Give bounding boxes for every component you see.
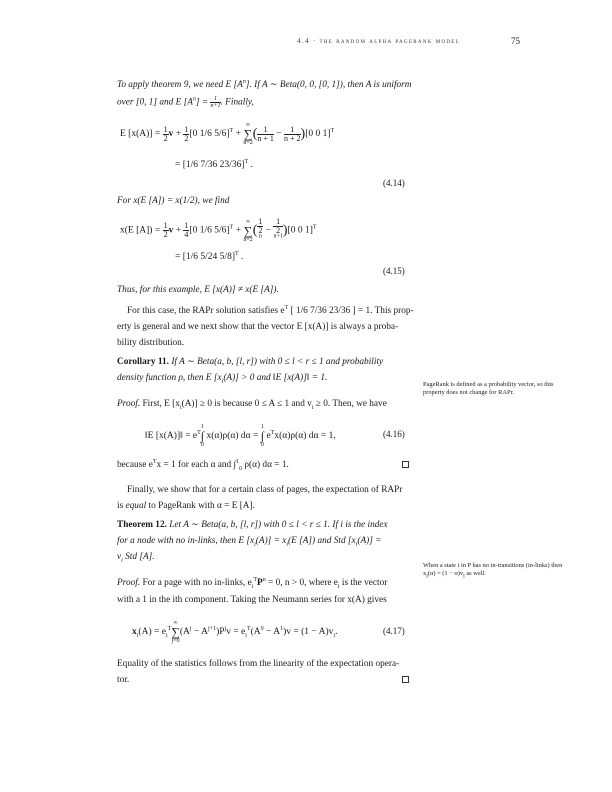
proof1-end: because $e^Tx = 1$ for each α and ∫$^1_0$ ρ(α) dα = 1. [117, 458, 289, 472]
eq-number-4-17: (4.17) [383, 626, 405, 636]
closing-line1: Equality of the statistics follows from the linearity of the expectation opera- [117, 659, 400, 669]
para1-line2: over [0, 1] and E $[A^n]$ = $\frac{1}{n+1}$ . Finally, [117, 96, 254, 109]
eq-number-4-15: (4.15) [383, 266, 405, 276]
margin-note-2: When a state i in P has no in-transitions (in-links) then $x_i(\alpha) = (1 - \alpha)v_i$ as well. [423, 562, 563, 580]
closing-line2: tor. [117, 675, 130, 685]
equation-4-14: E [x(A)] = $\frac{1}{2}$ v + $\frac{1}{2}$ [0 1/6 5/6]$^T$ + ∞ ∑ n=2( $\frac{1}{n + 1}$ − $\frac{1}{n + 2}$ )[0 0 1]$^T$ [120, 122, 335, 146]
qed-square [402, 461, 409, 468]
para5-line1: Finally, we show that for a certain class of pages, the expectation of RAPr [127, 485, 403, 495]
running-header [297, 36, 520, 48]
equation-4-15-row2: = [1/6 5/24 5/8]$^T$ . [175, 250, 244, 262]
equation-4-15: x(E [A]) = $\frac{1}{2}$ v + $\frac{1}{4}$ [0 1/6 5/6]$^T$ + ∞ ∑ n=2( 1 2 $^n$ − 1 2 $^{n+1}$ )[0 0 1]$^T$ [120, 217, 317, 243]
proof2-line2: with a 1 in the ith component. Taking the Neumann series for x(A) gives [117, 595, 387, 605]
para2: For x(E [A]) = x(1/2), we find [117, 196, 230, 206]
qed-square-2 [402, 676, 409, 683]
theorem-line3: $v_i$ Std [A]. [117, 552, 155, 564]
equation-4-17: $x_i(A) = e_i^T\infty$ ∑ $j=0(A^j - A^{j+1})P^jv = e_i^T(A^0 - A^1)v = (1 - A)v_i$. [132, 620, 338, 644]
margin-note-1: PageRank is defined as a probability vector, so this property does not change for RAPr. [423, 381, 554, 397]
para3: Thus, for this example, E [x(A)] ≠ x(E [A]). [117, 285, 279, 295]
proof1-line: Proof. First, E $[x_i(A)] \ge 0$ is because 0 ≤ A ≤ 1 and $v_i \ge 0$. Then, we have [117, 399, 387, 411]
theorem-line2: for a node with no in-links, then E $[x_i(A)] = x_i(E$ [A]) and Std $[x_i(A)]$ = [117, 536, 382, 548]
para4-line2: erty is general and we next show that the vector E [x(A)] is always a proba- [117, 322, 399, 332]
equation-4-14-row2: = [1/6 7/36 23/36]$^T$ . [175, 158, 253, 170]
chapter-title: 4.4 · the random alpha pagerank model [297, 37, 460, 45]
para4-line3: bility distribution. [117, 338, 185, 348]
theorem-line1: Theorem 12. Let A ∼ Beta(a, b, [l, r]) with 0 ≤ l < r ≤ 1. If i is the index [117, 520, 388, 530]
corollary-line2: density function ρ, then E $[x_i(A)] > 0$ and ‖E [x(A)]‖ = 1. [117, 373, 328, 385]
para4-line1: For this case, the RAPr solution satisfies $e^T$ [ 1/6 7/36 23/36 ] = 1. This prop- [127, 304, 414, 316]
para1-line1: To apply theorem 9, we need E $[A^n]$. If A ∼ Beta(0, 0, [0, 1]), then A is uniform [117, 78, 412, 90]
para5-line2: is equal to PageRank with α = E [A]. [117, 501, 255, 511]
eq-number-4-14: (4.14) [383, 178, 405, 188]
page-number: 75 [511, 36, 520, 46]
eq-number-4-16: (4.16) [383, 429, 405, 439]
corollary-line1: Corollary 11. If A ∼ Beta(a, b, [l, r]) with 0 ≤ l < r ≤ 1 and probability [117, 357, 384, 367]
equation-4-16: ‖E [x(A)]‖ = $e^T1$ ∫ 0 x(α)ρ(α) dα = 1 ∫ 0 $e^Tx(\alpha)\rho(\alpha) d\alpha = 1$, [145, 424, 336, 448]
proof2-line1: Proof. For a page with no in-links, $e_i^TP^n = 0$, n > 0, where $e_i$ is the vector [117, 576, 388, 590]
